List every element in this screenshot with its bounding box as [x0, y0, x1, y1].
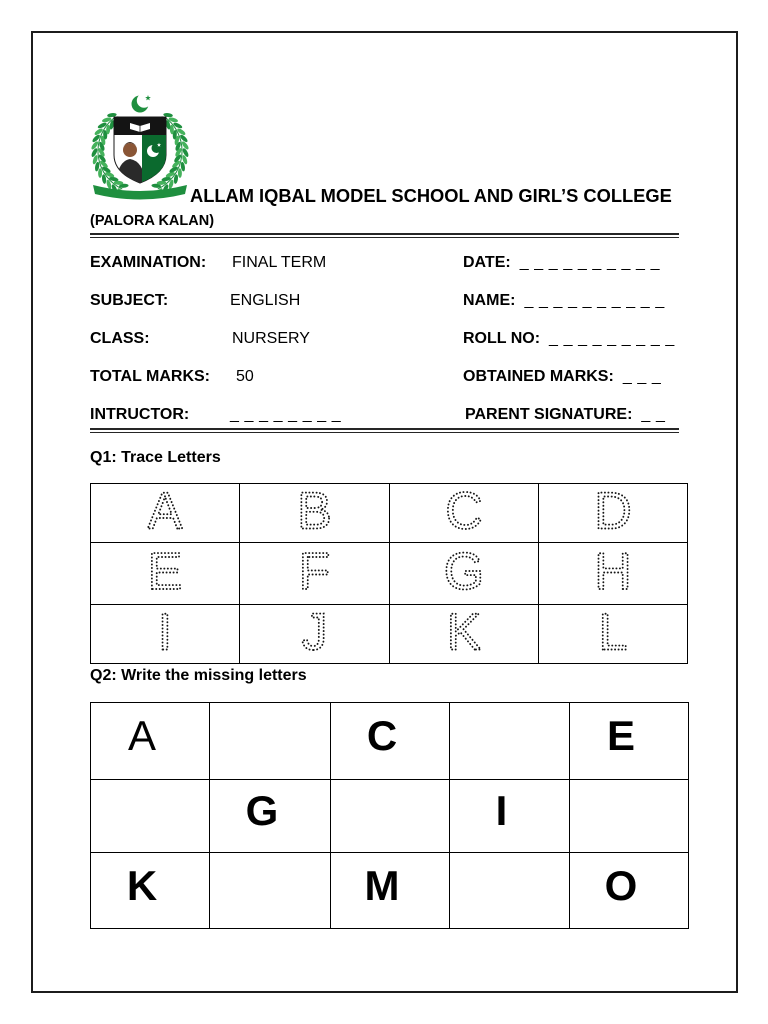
header-divider	[90, 233, 679, 238]
missing-letter-cell	[450, 853, 570, 929]
trace-letter: A	[147, 482, 183, 541]
total-marks-label: TOTAL MARKS:	[90, 368, 210, 385]
missing-letter-cell	[570, 780, 689, 853]
school-name: ALLAM IQBAL MODEL SCHOOL AND GIRL’S COLLEGE	[190, 185, 672, 206]
letter: O	[604, 861, 638, 909]
wreath-leaf	[173, 122, 183, 130]
trace-cell	[91, 605, 240, 664]
trace-cell	[91, 543, 240, 605]
missing-letter-cell	[210, 703, 331, 780]
school-location: (PALORA KALAN)	[90, 213, 215, 229]
trace-cell	[539, 484, 688, 543]
letter: G	[245, 787, 279, 834]
trace-cell	[240, 605, 390, 664]
trace-cell	[390, 484, 539, 543]
name-field	[463, 291, 665, 311]
trace-letters-table	[90, 483, 688, 664]
given-letter-cell	[91, 703, 210, 780]
given-letter-cell	[91, 853, 210, 929]
letter: I	[495, 787, 508, 834]
roll-no-field	[463, 329, 675, 349]
letter: A	[127, 712, 156, 759]
trace-letter-canvas	[390, 484, 538, 542]
total-marks-value: 50	[236, 368, 254, 385]
trace-letter-canvas	[539, 605, 687, 663]
trace-letter: I	[157, 603, 173, 662]
wreath-leaf	[98, 168, 102, 178]
roll-no-blank: _ _ _ _ _ _ _ _ _	[549, 330, 675, 347]
obtained-marks-blank: _ _ _	[622, 368, 662, 385]
examination-value: FINAL TERM	[232, 254, 327, 271]
name-blank: _ _ _ _ _ _ _ _ _ _	[524, 292, 665, 309]
trace-letter-canvas	[390, 605, 538, 663]
shield-green-panel	[142, 135, 166, 182]
instructor-label: INTRUCTOR:	[90, 406, 190, 423]
trace-cell	[91, 484, 240, 543]
trace-letter: H	[594, 543, 632, 602]
trace-letter: C	[445, 482, 483, 541]
trace-letter: B	[297, 482, 332, 541]
parent-signature-field	[465, 405, 665, 425]
wreath-leaf	[168, 117, 178, 124]
subject-value: ENGLISH	[230, 292, 301, 309]
q2-title: Q2: Write the missing letters	[90, 667, 307, 684]
q1-title: Q1: Trace Letters	[90, 449, 221, 466]
trace-letter: K	[446, 603, 482, 662]
letter: M	[364, 861, 400, 909]
parent-signature-blank: _ _	[641, 406, 666, 423]
given-letter-cell	[570, 703, 689, 780]
class-label: CLASS:	[90, 330, 150, 347]
date-blank: _ _ _ _ _ _ _ _ _ _	[519, 254, 661, 271]
given-letter-cell	[331, 703, 450, 780]
ribbon	[93, 185, 187, 200]
trace-letter: D	[594, 482, 632, 541]
obtained-marks-label: OBTAINED MARKS:	[463, 368, 614, 385]
trace-letter-canvas	[91, 484, 239, 542]
missing-letter-cell	[91, 780, 210, 853]
given-letter-cell	[450, 780, 570, 853]
info-divider	[90, 428, 679, 433]
trace-letter-canvas	[240, 484, 389, 542]
trace-letter-canvas	[539, 484, 687, 542]
crescent-icon	[132, 96, 149, 113]
instructor-blank: _ _ _ _ _ _ _ _	[230, 406, 342, 423]
subject-label: SUBJECT:	[90, 292, 169, 309]
missing-letters-table	[90, 702, 689, 929]
examination-label: EXAMINATION:	[90, 254, 207, 271]
trace-cell	[539, 605, 688, 664]
missing-letter-cell	[450, 703, 570, 780]
trace-letter: E	[147, 543, 183, 602]
trace-cell	[390, 605, 539, 664]
trace-letter: G	[443, 543, 485, 602]
letter: K	[126, 861, 158, 909]
given-letter-cell	[210, 780, 331, 853]
wreath-leaf	[178, 168, 182, 178]
trace-letter-canvas	[91, 605, 239, 663]
trace-cell	[240, 484, 390, 543]
letter: C	[366, 712, 398, 759]
trace-cell	[240, 543, 390, 605]
missing-letter-cell	[331, 780, 450, 853]
missing-letter-cell	[210, 853, 331, 929]
letter: E	[606, 712, 635, 759]
name-label: NAME:	[463, 292, 516, 309]
date-field	[463, 253, 660, 273]
trace-letter: J	[301, 603, 328, 662]
given-letter-cell	[570, 853, 689, 929]
wreath-leaf	[101, 117, 111, 124]
trace-letter-canvas	[240, 543, 389, 604]
given-letter-cell	[331, 853, 450, 929]
trace-letter-canvas	[240, 605, 389, 663]
shield-crescent-icon	[147, 145, 159, 157]
trace-cell	[539, 543, 688, 605]
trace-letter: L	[598, 603, 628, 662]
trace-letter: F	[298, 543, 331, 602]
parent-signature-label: PARENT SIGNATURE:	[465, 406, 633, 423]
trace-letter-canvas	[91, 543, 239, 604]
wreath-leaf	[97, 122, 107, 130]
portrait-face	[123, 143, 137, 157]
obtained-marks-field	[463, 367, 661, 387]
trace-letter-canvas	[539, 543, 687, 604]
trace-cell	[390, 543, 539, 605]
date-label: DATE:	[463, 254, 511, 271]
class-value: NURSERY	[232, 330, 310, 347]
trace-letter-canvas	[390, 543, 538, 604]
school-crest-logo	[90, 93, 190, 201]
roll-no-label: ROLL NO:	[463, 330, 541, 347]
